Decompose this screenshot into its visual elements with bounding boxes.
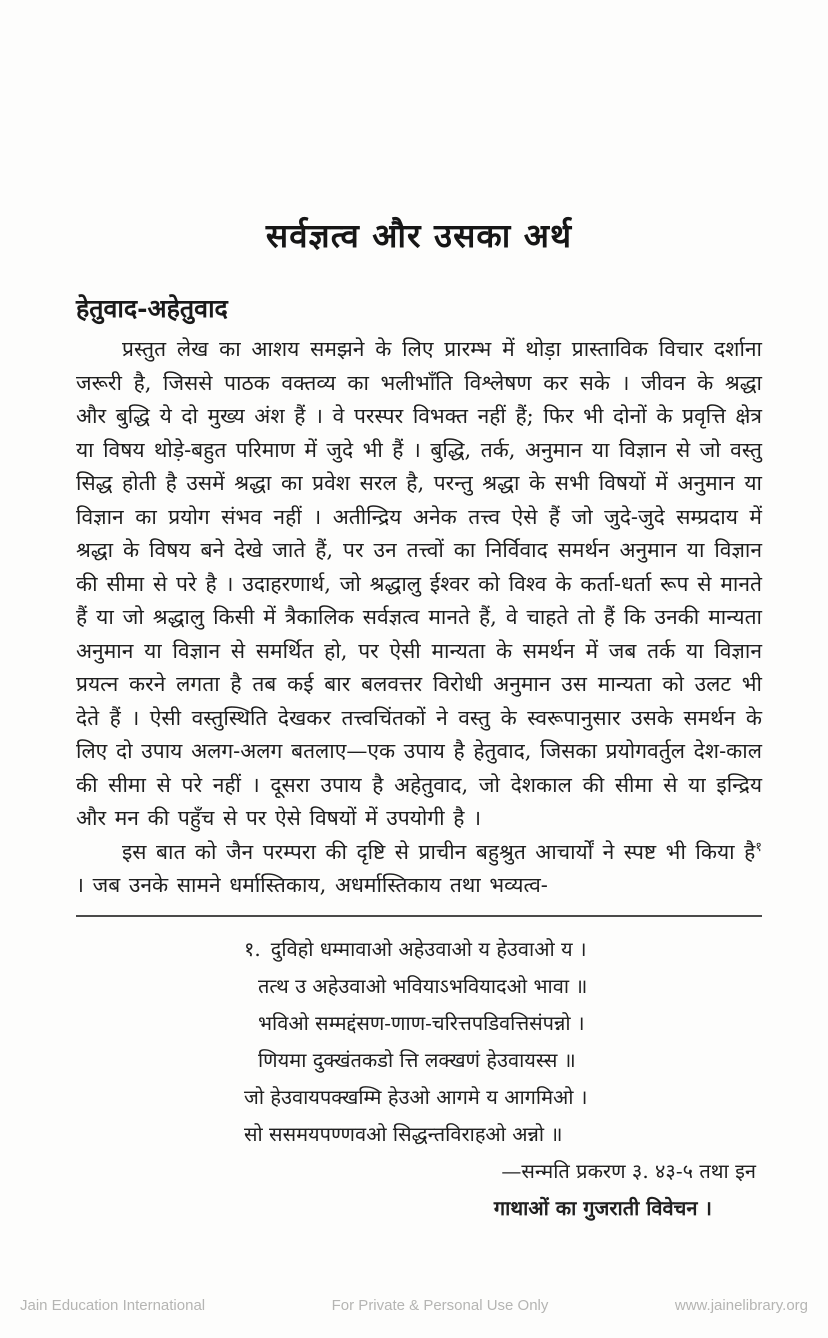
footnote-verses <box>76 931 762 1153</box>
paragraph-2-text-after-ref: । जब उनके सामने धर्मास्तिकाय, अधर्मास्तिकाय तथा भव्यत्व- <box>76 873 548 897</box>
footer-usage-note: For Private & Personal Use Only <box>331 1297 549 1314</box>
footer-publisher: Jain Education International <box>20 1297 206 1314</box>
footnote-verse-line: णियमा दुक्खंतकडो त्ति लक्खणं हेउवायस्स ॥ <box>258 1047 576 1072</box>
footnote-verse-line: भविओ सम्मद्दंसण-णाण-चरित्तपडिवत्तिसंपन्नो । <box>258 1010 585 1035</box>
footnote-verse-line: जो हेउवायपक्खम्मि हेउओ आगमे य आगमिओ । <box>244 1084 588 1109</box>
verse-text: दुविहो धम्मावाओ अहेउवाओ य हेउवाओ य । <box>270 936 587 961</box>
footnote-separator-rule <box>76 915 762 917</box>
footnote-block <box>76 931 762 1227</box>
scan-footer <box>20 1297 808 1314</box>
paragraph-2-text-before-ref: इस बात को जैन परम्परा की दृष्टि से प्राचीन बहुश्रुत आचार्यों ने स्पष्ट भी किया है <box>122 839 756 864</box>
footnote-attribution-source: —सन्मति प्रकरण ३. ४३-५ तथा इन <box>501 1158 756 1183</box>
footnote-verse-line <box>244 931 762 968</box>
page-title: सर्वज्ञत्व और उसका अर्थ <box>265 216 573 255</box>
page-content <box>76 212 762 1227</box>
paragraph-1 <box>76 333 762 836</box>
footnote-verse-line: सो ससमयपण्णवओ सिद्धन्तविराहओ अन्नो ॥ <box>244 1121 563 1146</box>
footnote-number: १. <box>244 936 261 961</box>
footnote-verse-line: तत्थ उ अहेउवाओ भवियाऽभवियादओ भावा ॥ <box>258 973 588 998</box>
footer-website: www.jainelibrary.org <box>674 1297 808 1314</box>
footnote-attribution-detail: गाथाओं का गुजराती विवेचन । <box>493 1195 712 1220</box>
footnote-reference-mark: १ <box>755 839 762 855</box>
paragraph-1-text: प्रस्तुत लेख का आशय समझने के लिए प्रारम्भ में थोड़ा प्रास्ताविक विचार दर्शाना जरूरी है, जिससे पाठक वक्तव्य का भलीभाँति विश्लेषण कर सके । जीवन के श्रद्धा और बुद्धि ये दो मुख्य अंश हैं । वे परस्पर विभक्त नहीं हैं; फिर भी दोनों के प्रवृत्ति क्षेत्र या विषय थोड़े-बहुत परिमाण में जुदे भी हैं । बुद्धि, तर्क, अनुमान या विज्ञान से जो वस्तु सिद्ध होती है उसमें श्रद्धा का प्रवेश सरल है, परन्तु श्रद्धा के सभी विषयों में अनुमान या विज्ञान का प्रयोग संभव नहीं । अतीन्द्रिय अनेक तत्त्व ऐसे हैं जो जुदे-जुदे सम्प्रदाय में श्रद्धा के विषय बने देखे जाते हैं, पर उन तत्त्वों का निर्विवाद समर्थन अनुमान या विज्ञान की सीमा से परे है । उदाहरणार्थ, जो श्रद्धालु ईश्वर को विश्व के कर्ता-धर्ता रूप से मानते हैं या जो श्रद्धालु किसी में त्रैकालिक सर्वज्ञत्व मानते हैं, वे चाहते तो हैं कि उनकी मान्यता अनुमान या विज्ञान से समर्थित हो, पर ऐसी मान्यता के समर्थन में जब तर्क या विज्ञान प्रयत्न करने लगता है तब कई बार बलवत्तर विरोधी अनुमान उस मान्यता को उलट भी देते हैं । ऐसी वस्तुस्थिति देखकर तत्त्वचिंतकों ने वस्तु के स्वरूपानुसार उसके समर्थन के लिए दो उपाय अलग-अलग बतलाए—एक उपाय है हेतुवाद, जिसका प्रयोगवर्तुल देश-काल की सीमा से परे नहीं । दूसरा उपाय है अहेतुवाद, जो देशकाल की सीमा से या इन्द्रिय और मन की पहुँच से पर ऐसे विषयों में उपयोगी है । <box>76 337 762 830</box>
section-heading: हेतुवाद-अहेतुवाद <box>76 294 228 323</box>
paragraph-2 <box>76 836 762 903</box>
